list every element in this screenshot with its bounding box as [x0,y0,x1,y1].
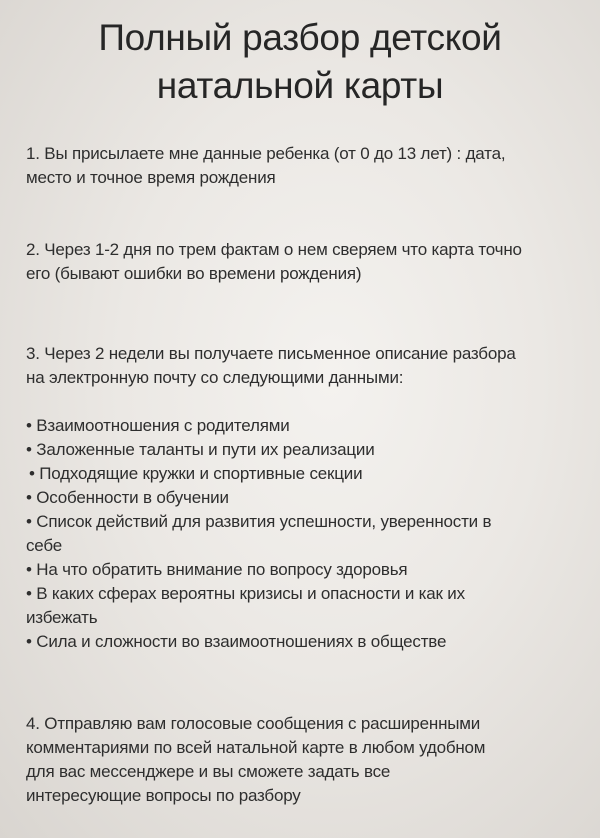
list-item-text: • Взаимоотношения с родителями [26,416,290,435]
step-2-line-1: 2. Через 1-2 дня по трем фактам о нем сверяем что карта точно [26,240,522,259]
list-item-text: • Список действий для развития успешности, уверенности в [26,512,492,531]
step-2-paragraph [26,238,586,286]
step-1-line-1: 1. Вы присылаете мне данные ребенка (от 0 до 13 лет) : дата, [26,144,506,163]
page-title-line-2: натальной карты [156,65,444,106]
list-item [26,582,590,630]
step-4-paragraph [26,712,586,808]
list-item-text: • Подходящие кружки и спортивные секции [29,464,363,483]
list-item-text: • Особенности в обучении [26,488,229,507]
report-contents-list [26,414,590,654]
list-item [26,486,590,510]
list-item-text: • На что обратить внимание по вопросу здоровья [26,560,408,579]
list-item [26,438,590,462]
step-2-line-2: его (бывают ошибки во времени рождения) [26,264,362,283]
step-3-line-2: на электронную почту со следующими данными: [26,368,404,387]
list-item [26,414,590,438]
step-1-line-2: место и точное время рождения [26,168,276,187]
list-item [26,558,590,582]
step-1-paragraph [26,142,586,190]
list-item-text-continued: себе [26,536,62,555]
page-title [0,14,600,110]
step-4-line-4: интересующие вопросы по разбору [26,786,301,805]
step-3-line-1: 3. Через 2 недели вы получаете письменное описание разбора [26,344,516,363]
step-4-line-3: для вас мессенджере и вы сможете задать все [26,762,391,781]
list-item [26,510,590,558]
list-item-text: • В каких сферах вероятны кризисы и опасности и как их [26,584,465,603]
step-4-line-2: комментариями по всей натальной карте в любом удобном [26,738,486,757]
list-item-text-continued: избежать [26,608,98,627]
page-title-line-1: Полный разбор детской [98,17,502,58]
list-item [26,462,590,486]
list-item-text: • Сила и сложности во взаимоотношениях в обществе [26,632,447,651]
step-4-line-1: 4. Отправляю вам голосовые сообщения с расширенными [26,714,481,733]
list-item [26,630,590,654]
step-3-paragraph [26,342,586,390]
list-item-text: • Заложенные таланты и пути их реализации [26,440,375,459]
